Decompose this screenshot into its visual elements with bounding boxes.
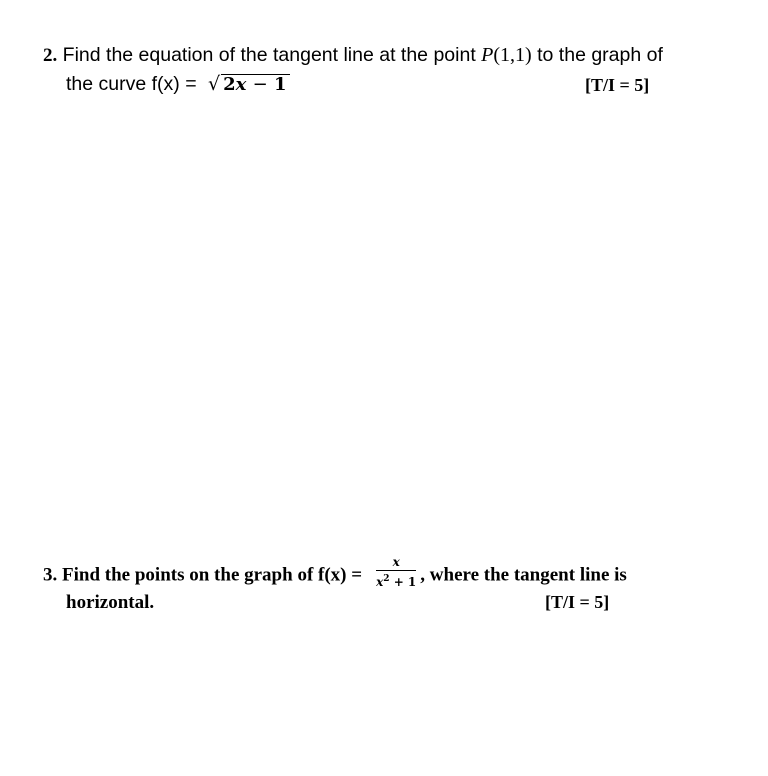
square-root-expression [208, 73, 290, 95]
radicand [221, 74, 289, 95]
question-3-line-2: horizontal. [66, 592, 155, 613]
question-2-point [481, 44, 532, 66]
fraction-den-rest: + 1 [393, 575, 417, 589]
question-2-text-after-point: to the graph of [537, 44, 663, 66]
radicand-op: − [252, 74, 268, 95]
question-2-number: 2. [43, 45, 58, 66]
fraction-comma: , [420, 564, 426, 586]
radicand-coef: 2 [223, 74, 236, 95]
fraction-expression [376, 556, 416, 590]
fraction-den-var: x [376, 575, 384, 589]
question-3-text-after-fraction: where the tangent line is [425, 564, 627, 586]
point-coords: (1,1) [493, 44, 532, 66]
question-2-curve-text: the curve f(x) = [66, 73, 197, 95]
sqrt-sign: √ [208, 73, 221, 95]
radicand-const: 1 [274, 74, 287, 95]
question-3-text-before-fraction: Find the points on the graph of f(x) = [62, 564, 363, 586]
question-3-number: 3. [43, 564, 58, 586]
fraction-den-exp: 2 [383, 574, 390, 584]
question-2-line-1 [43, 44, 663, 67]
fraction-numerator: x [376, 556, 416, 571]
question-3-marks: [T/I = 5] [545, 592, 610, 612]
question-2-marks: [T/I = 5] [585, 75, 650, 95]
radicand-var: x [235, 74, 247, 95]
question-3-line-1 [43, 555, 627, 593]
point-letter: P [481, 44, 494, 66]
fraction-denominator [376, 571, 416, 590]
question-2-line-2 [66, 73, 290, 96]
question-2-text-before-point: Find the equation of the tangent line at the point [62, 44, 476, 66]
